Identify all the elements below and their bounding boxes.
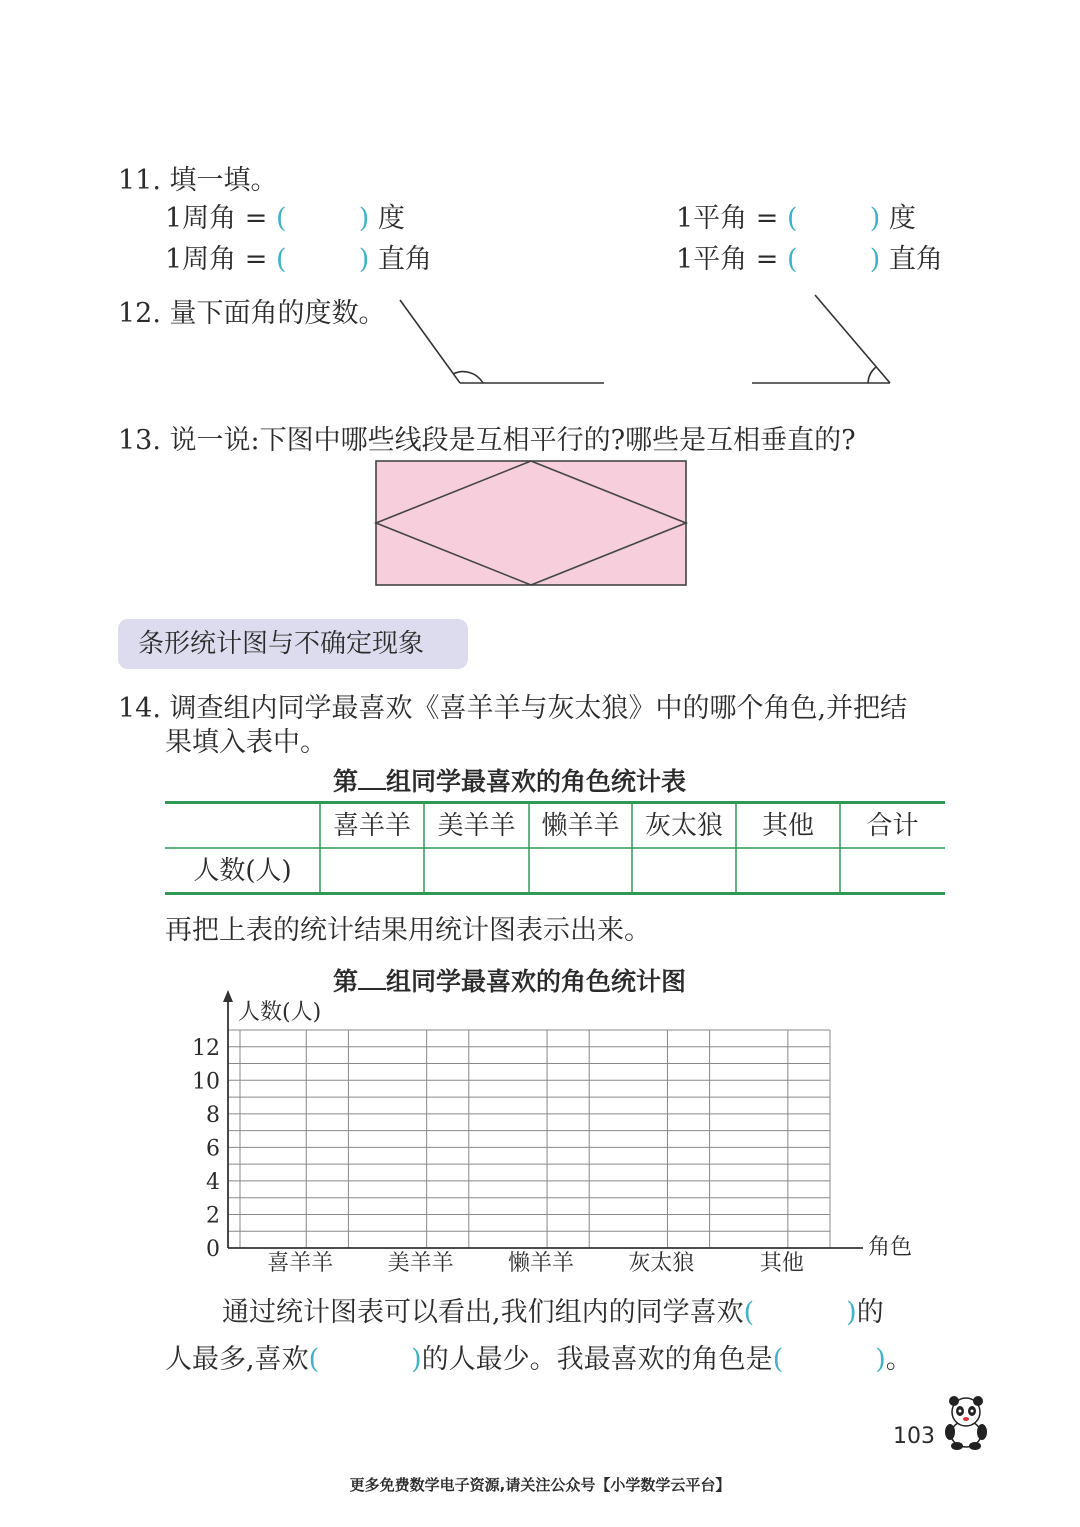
q11-row2-right-unit: 直角 [888,244,943,275]
q11-row1-right-label: 1平角 = [676,203,779,234]
angle1-arc [453,372,483,383]
paren-open: ( [786,203,798,234]
x-axis-title: 角色 [868,1235,913,1260]
table-input-cell[interactable] [425,850,528,892]
q13-title: 13. 说一说:下图中哪些线段是互相平行的?哪些是互相垂直的? [118,425,856,456]
x-tick-label: 美羊羊 [387,1251,454,1276]
table-caption [333,762,686,798]
page-number: 103 [893,1424,935,1449]
table-header-meiyangyang: 美羊羊 [437,811,516,841]
table-row-label: 人数(人) [193,856,292,886]
caption-prefix: 第 [333,767,359,796]
x-tick-label: 喜羊羊 [267,1251,334,1276]
table-input-cell[interactable] [633,850,735,892]
conclusion-text: 的 [856,1297,884,1328]
y-tick-label: 0 [206,1237,220,1262]
paren-open: ( [743,1297,755,1328]
conclusion-line1 [222,1290,884,1329]
paren-open: ( [308,1344,320,1375]
q11-row2-left-unit: 直角 [377,244,432,275]
conclusion-text: 人最多,喜欢 [165,1344,309,1375]
q11-row1-left-unit: 度 [377,203,405,234]
q14-line2: 果填入表中。 [165,727,327,758]
conclusion-line2 [165,1337,913,1376]
q11-row2-left [165,237,432,276]
after-table-text: 再把上表的统计结果用统计图表示出来。 [165,915,651,946]
group-number-blank[interactable] [358,968,386,990]
group-number-blank[interactable] [358,768,386,790]
panda-mascot-icon [940,1392,992,1450]
y-axis-arrow [223,990,233,1002]
paren-close: ) [358,244,370,275]
y-tick-label: 6 [206,1136,220,1162]
stats-table [165,801,945,895]
table-input-cell[interactable] [530,850,631,892]
conclusion-text: 的人最少。我最喜欢的角色是 [421,1344,773,1375]
table-header-total: 合计 [866,811,919,841]
paren-open: ( [275,244,287,275]
y-tick-label: 4 [206,1169,220,1195]
q11-row1-right [676,196,916,235]
paren-open: ( [772,1344,784,1375]
table-header-huitailang: 灰太狼 [644,811,723,841]
q12-title: 12. 量下面角的度数。 [118,298,386,329]
bar-chart-grid[interactable] [180,990,930,1280]
q11-title: 11. 填一填。 [118,165,278,196]
y-tick-label: 10 [192,1069,220,1095]
x-tick-label: 灰太狼 [628,1251,695,1276]
y-tick-label: 8 [206,1102,220,1128]
paren-close: ) [875,1344,886,1375]
table-header-xiyangyang: 喜羊羊 [332,811,411,841]
paren-close: ) [358,203,370,234]
caption-suffix: 组同学最喜欢的角色统计图 [386,967,687,996]
paren-close: ) [411,1344,422,1375]
q14-line1: 14. 调查组内同学最喜欢《喜羊羊与灰太狼》中的哪个角色,并把结 [118,693,908,724]
caption-prefix: 第 [333,967,359,996]
y-tick-label: 12 [192,1035,220,1061]
conclusion-text: 通过统计图表可以看出,我们组内的同学喜欢 [222,1297,744,1328]
footer-note: 更多免费数学电子资源,请关注公众号【小学数学云平台】 [349,1476,731,1494]
q11-row2-right [676,237,943,276]
q11-row1-left [165,196,405,235]
angle-figures [390,290,910,390]
paren-open: ( [786,244,798,275]
q11-row1-left-label: 1周角 = [165,203,268,234]
section-heading: 条形统计图与不确定现象 [118,619,468,669]
table-header-other: 其他 [761,811,814,841]
conclusion-text: 。 [885,1344,913,1375]
angle2-arm [815,295,890,383]
table-input-cell-total[interactable] [841,850,944,892]
angle1-arm [400,300,460,383]
y-axis-title: 人数(人) [238,1000,322,1025]
table-input-cell[interactable] [321,850,423,892]
rhombus-in-rectangle-figure [370,456,692,590]
y-tick-label: 2 [206,1203,220,1229]
paren-close: ) [869,203,881,234]
q11-row2-right-label: 1平角 = [676,244,779,275]
x-tick-label: 其他 [759,1251,804,1276]
caption-suffix: 组同学最喜欢的角色统计表 [386,767,687,796]
x-tick-label: 懒羊羊 [508,1251,575,1276]
table-input-cell[interactable] [737,850,839,892]
table-header-lanyangyang: 懒羊羊 [541,811,620,841]
paren-close: ) [869,244,881,275]
q11-row2-left-label: 1周角 = [165,244,268,275]
q11-row1-right-unit: 度 [888,203,916,234]
rectangle-shape [376,461,686,585]
paren-open: ( [275,203,287,234]
paren-close: ) [846,1297,857,1328]
angle2-arc [868,367,876,383]
